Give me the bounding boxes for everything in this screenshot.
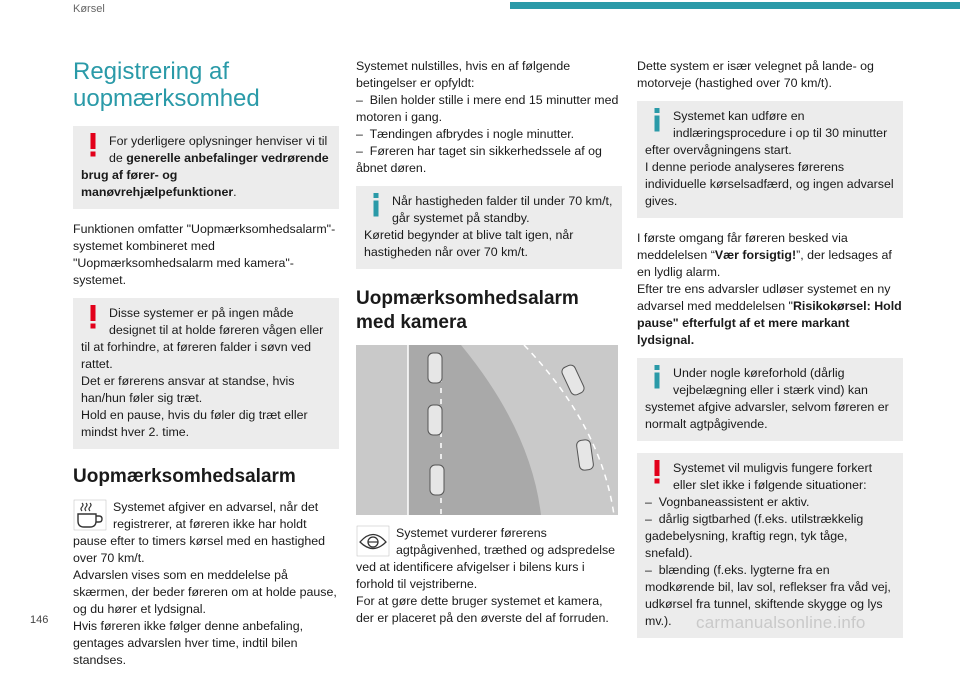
reset-conditions (356, 58, 622, 177)
intro-paragraph: Funktionen omfatter "Uopmærksomhedsalarm"-systemet kombineret med "Uopmærksomhedsalarm med kamera"-systemet. (73, 222, 336, 287)
info-line-2: I denne periode analyseres førerens individuelle kørselsadfærd, og ingen advarsel gives. (645, 160, 894, 208)
page-number: 146 (30, 614, 49, 626)
warning-item: – blænding (f.eks. lygterne fra en modkørende bil, lav sol, reflekser fra våd vej, udkørsel fra tunnel, skiftende skygge og lys mv.). (645, 563, 891, 628)
suitability-paragraph: Dette system er især velegnet på lande- og motorveje (hastighed over 70 km/t). (637, 59, 874, 90)
warning-exclamation-icon (649, 460, 665, 490)
warning-line-1: Disse systemer er på ingen måde designet til at holde føreren vågen eller til at forhindre, at føreren falder i søvn ved rattet. (81, 306, 324, 371)
first-warning-paragraph: I første omgang får føreren besked via meddelelsen “Vær forsigtig!”, der ledsages af en lydlig alarm. Efter tre ens advarsler udløser systemet en ny advarsel med meddelelsen "Risikokørsel: Hold pause" efterfulgt af et mere markant lydsignal. (637, 231, 902, 347)
info-note-standby (356, 186, 622, 269)
camera-description (356, 525, 622, 627)
steering-wheel-eye-icon (356, 525, 392, 557)
warning-text-pre: For yderligere oplysninger henviser vi til de (109, 134, 328, 165)
alarm-paragraph-3: Hvis føreren ikke følger denne anbefaling, gentages advarslen hver time, indtil bilen standses. (73, 619, 304, 667)
warning-text-post: . (233, 185, 237, 199)
column-left (73, 58, 339, 678)
warning-exclamation-icon (85, 305, 101, 335)
info-line-1: Systemet kan udføre en indlæringsprocedure i op til 30 minutter efter overvågningens start. (645, 109, 888, 157)
running-header: Kørsel (73, 3, 105, 15)
info-icon (368, 193, 384, 223)
warning-note-limitations (637, 453, 903, 638)
info-icon (649, 365, 665, 395)
header-accent-bar (510, 2, 960, 9)
warning-intro: Systemet vil muligvis fungere forkert eller slet ikke i følgende situationer: (673, 461, 873, 492)
subtitle-alarm: Uopmærksomhedsalarm (73, 466, 296, 487)
reset-item: – Føreren har taget sin sikkerhedssele af og åbnet døren. (356, 144, 602, 175)
alarm-description (73, 499, 339, 669)
alarm-paragraph-1: Systemet afgiver en advarsel, når det registrerer, at føreren ikke har holdt pause efter to timers kørsel med en hastighed over 70 km/t. (73, 500, 326, 565)
warning-note-2 (73, 298, 339, 449)
warning-line-2: Det er førerens ansvar at standse, hvis han/hun føler sig træt. (81, 374, 295, 405)
column-right (637, 58, 903, 650)
warning-note-1 (73, 126, 339, 209)
info-text: Under nogle køreforhold (dårlig vejbelægning eller i stærk vind) kan systemet afgive advarsler, selvom føreren er normalt agtpågivende. (645, 366, 889, 431)
info-line-1: Når hastigheden falder til under 70 km/t, går systemet på standby. (392, 194, 613, 225)
info-note-conditions (637, 358, 903, 441)
reset-intro: Systemet nulstilles, hvis en af følgende betingelser er opfyldt: (356, 59, 571, 90)
info-note-learning (637, 101, 903, 218)
info-line-2: Køretid begynder at blive talt igen, når hastigheden når over 70 km/t. (364, 228, 574, 259)
alarm-paragraph-2: Advarslen vises som en meddelelse på skærmen, der beder føreren om at holde pause, og du hører et lydsignal. (73, 568, 337, 616)
column-middle (356, 58, 622, 636)
warning-item: – dårlig sigtbarhed (f.eks. utilstrækkelig gadebelysning, kraftig regn, tyk tåge, snefald). (645, 512, 864, 560)
camera-paragraph-1: Systemet vurderer førerens agtpågivenhed, træthed og adspredelse ved at identificere afvigelser i bilens kurs i forhold til vejstriberne. (356, 526, 616, 591)
section-title: Registrering af uopmærksomhed (73, 58, 260, 112)
reset-item: – Bilen holder stille i mere end 15 minutter med motoren i gang. (356, 93, 619, 124)
subtitle-camera: Uopmærksomhedsalarm med kamera (356, 288, 579, 333)
coffee-cup-icon (73, 499, 109, 531)
warning-exclamation-icon (85, 133, 101, 163)
lane-drift-illustration (356, 345, 618, 515)
warning-text-bold: generelle anbefalinger vedrørende brug af fører- og manøvrehjælpefunktioner (81, 151, 329, 199)
watermark: carmanualsonline.info (696, 613, 866, 632)
warning-line-3: Hold en pause, hvis du føler dig træt eller mindst hver 2. time. (81, 408, 308, 439)
camera-paragraph-2: For at gøre dette bruger systemet et kamera, der er placeret på den øverste del af forruden. (356, 594, 609, 625)
info-icon (649, 108, 665, 138)
warning-item: – Vognbaneassistent er aktiv. (645, 495, 810, 509)
reset-item: – Tændingen afbrydes i nogle minutter. (356, 127, 575, 141)
